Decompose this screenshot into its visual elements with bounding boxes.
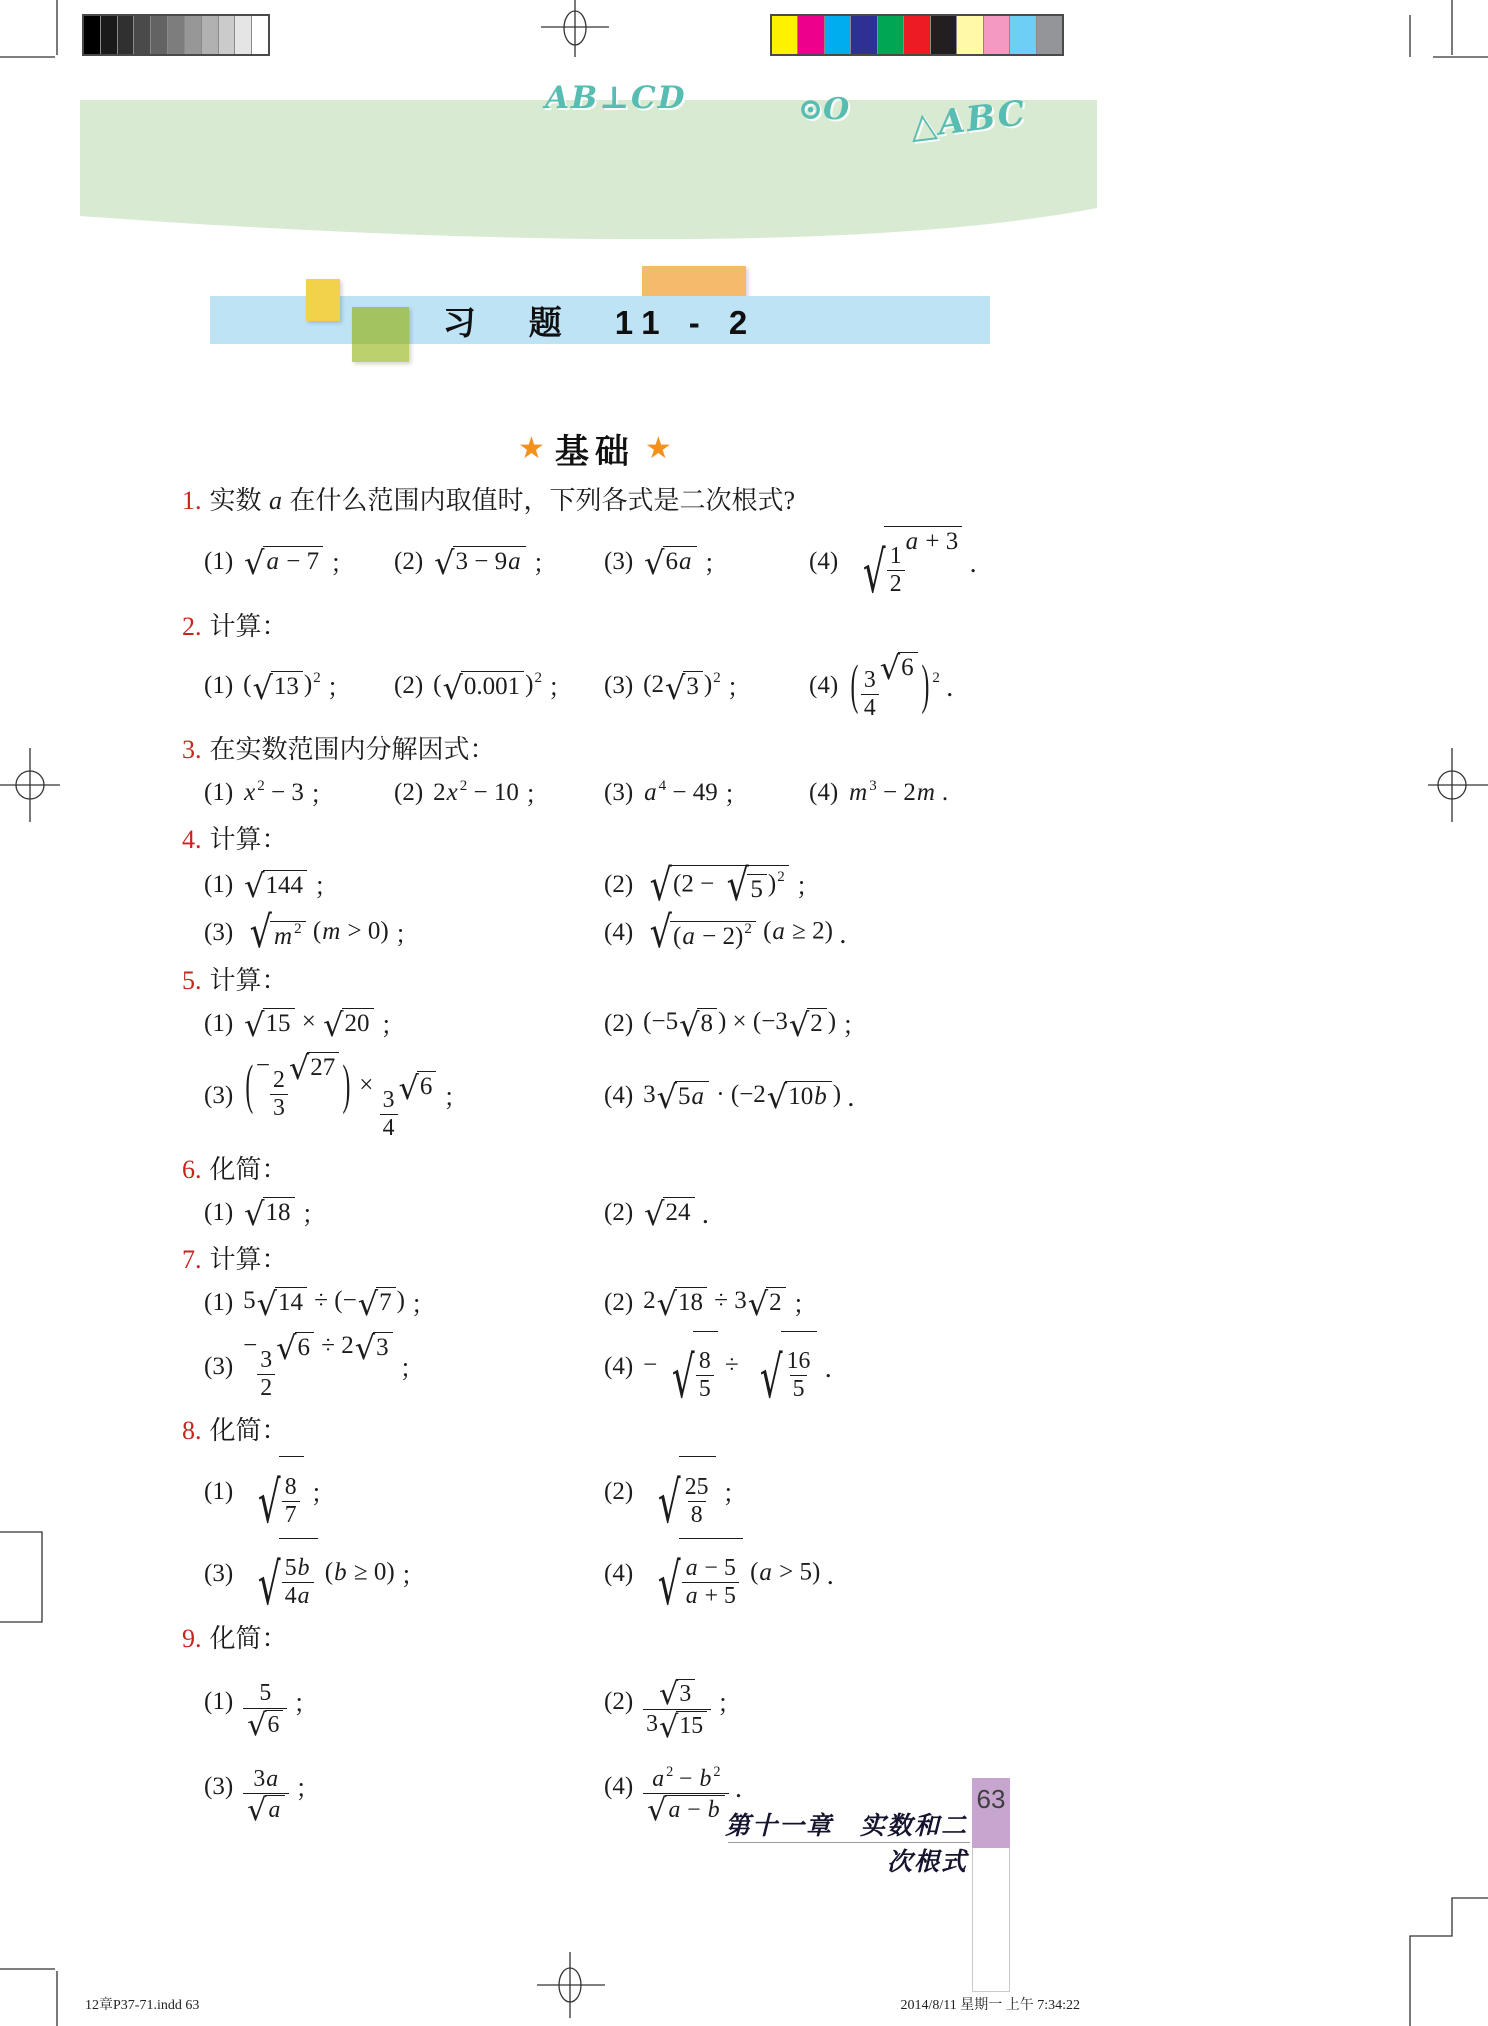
item-label: (3) [204,1352,234,1380]
exercise-heading [182,484,1182,518]
exercise-number: 6. [182,1154,202,1184]
exercise-item [809,779,1182,807]
exercise-item [604,1664,1182,1745]
grayscale-swatch [234,16,251,54]
exercises [182,484,1182,1836]
item-label: (3) [204,919,234,947]
grayscale-swatch [117,16,134,54]
exercise-heading [182,1622,1182,1656]
item-label: (2) [604,1288,634,1316]
grayscale-swatch [84,16,100,54]
item-punctuation: ； [399,1355,425,1383]
item-formula: (−5 √ 8 ) × (−3 √ 2 ) [643,1005,837,1044]
exercise-item [204,1049,604,1141]
exercise-item [809,649,1182,722]
item-label: (2) [394,672,424,700]
page-number-tab [972,1778,1010,1848]
grayscale-swatch [251,16,268,54]
item-label: (1) [204,672,234,700]
item-punctuation: ． [847,1085,873,1113]
exercise-item [604,860,1182,912]
exercise-item [204,775,394,811]
exercise-heading-text: 计算： [209,825,288,855]
exercise-item [204,867,604,906]
item-punctuation: ； [380,1012,406,1040]
item-label: (1) [204,779,234,807]
exercise-heading-text: 化简： [209,1416,288,1446]
exercise-item [604,668,809,707]
item-formula: √ $\frac{1}{2}$ a + 3 [848,526,963,598]
color-swatch [930,16,956,54]
page-number: 63 [976,1784,1006,1814]
item-formula: ( √ 13 )$^2$ [243,668,321,707]
item-formula: √ a − 7 [243,546,324,577]
item-formula: √ 144 [243,870,308,901]
item-formula: ( √ 0.001 )$^2$ [433,668,542,707]
exercise-block [182,823,1182,959]
exercise-number: 2. [182,611,202,641]
item-punctuation: ； [726,675,752,703]
item-punctuation: ； [295,1776,321,1804]
perpendicular-symbol-text: AB⊥CD [545,80,687,116]
exercise-block [182,610,1182,722]
color-swatch [850,16,876,54]
item-label: (1) [204,1288,234,1316]
exercise-number: 7. [182,1244,202,1274]
exercise-block [182,484,1182,606]
item-punctuation: ； [792,1291,818,1319]
item-formula: 5 √ 6 [243,1665,287,1739]
exercise-block [182,1243,1182,1411]
item-punctuation: ； [326,675,352,703]
item-punctuation: ； [842,1012,868,1040]
item-formula: − $\frac{3}{2}$ √ 6 ÷ 2 √ 3 [243,1332,394,1402]
exercise-item [204,1665,604,1744]
item-label: (2) [604,1198,634,1226]
item-label: (4) [809,547,839,575]
item-formula: 2 √ 18 ÷ 3 √ 2 [643,1287,787,1318]
item-formula: √ $\frac{a - 5}{a + 5}$ (a > 5) [643,1538,820,1610]
yellow-sticky-note [306,279,340,321]
item-formula: (2 √ 3 )$^2$ [643,668,721,707]
item-formula: m $^3$ − 2m [849,777,935,807]
exercise-number: 8. [182,1416,202,1446]
item-label: (2) [394,547,424,575]
exercise-item [204,1195,604,1234]
exercise-item [204,668,394,707]
exercise-item [604,1456,1182,1537]
item-punctuation: ； [410,1291,436,1319]
item-punctuation: ； [394,922,420,950]
item-punctuation: ； [301,1201,327,1229]
exercise-item [604,1285,1182,1324]
item-formula: − √ $\frac{8}{5}$ ÷ √ $\frac{16}{5}$ [643,1331,818,1403]
exercise-items [182,860,1182,959]
grayscale-swatch [184,16,201,54]
triangle-abc-symbol-text: △ABC [907,93,1029,147]
item-label: (2) [604,1688,634,1716]
exercise-number: 5. [182,965,202,995]
item-formula: a $^4$ − 49 [644,777,718,807]
orange-sticky-note [642,266,746,297]
item-label: (2) [394,779,424,807]
item-formula: √ 15 × √ 20 [243,1008,374,1039]
item-formula: 2x $^2$ − 10 [433,777,519,807]
exercise-item [604,1331,1182,1411]
item-label: (1) [204,1009,234,1037]
chapter-footer-title: 第十一章 实数和二次根式 [724,1813,968,1876]
exercise-number: 1. [182,486,202,515]
exercise-heading [182,1153,1182,1187]
chapter-footer-rule [728,1842,970,1843]
item-punctuation: . [941,779,949,807]
exercise-items [182,1195,1182,1234]
exercise-heading [182,733,1182,767]
item-punctuation: ． [734,1776,760,1804]
exercise-item [394,668,604,707]
exercise-block [182,733,1182,811]
exercise-item [604,544,809,580]
item-label: (1) [204,1478,234,1506]
item-punctuation: ； [547,675,573,703]
item-punctuation: ； [524,782,550,810]
item-formula: √ $\frac{5b}{4a}$ (b ≥ 0) [243,1538,395,1610]
exercise-items [182,1664,1182,1829]
exercise-item [204,1750,604,1829]
item-punctuation: ． [838,922,864,950]
item-punctuation: ； [293,1691,319,1719]
item-label: (3) [604,779,634,807]
exercise-item [604,775,809,811]
exercise-item [604,1538,1182,1618]
item-label: (4) [604,1773,634,1801]
exercise-block [182,1153,1182,1234]
item-label: (4) [604,919,634,947]
item-formula: √ 18 [243,1197,295,1228]
exercise-block [182,964,1182,1141]
exercise-item [394,544,604,580]
exercise-item [204,544,394,580]
item-formula: ( $\frac{3}{4}$ √ 6 ) $^2$ [850,649,940,722]
exercise-item [204,1006,604,1042]
exercise-heading [182,610,1182,644]
item-label: (3) [604,547,634,575]
exercise-item [809,526,1182,606]
item-label: (4) [604,1082,634,1110]
grayscale-swatch [218,16,235,54]
exercise-item [604,1006,1182,1042]
grayscale-swatch [201,16,218,54]
item-label: (4) [604,1559,634,1587]
item-formula: √ $(a - 2)^2$ (a ≥ 2) [649,907,833,959]
item-punctuation: ； [310,1481,336,1509]
item-formula: 3a √ a [243,1750,289,1824]
grayscale-swatch [150,16,167,54]
exercise-items [182,1285,1182,1411]
exercise-items [182,775,1182,811]
exercise-item [204,1456,604,1537]
item-punctuation: ； [532,550,558,578]
item-formula: √ 3 − 9a [433,546,527,577]
color-swatch [983,16,1009,54]
item-punctuation: ； [443,1085,469,1113]
star-icon: ★ [518,431,545,465]
timestamp-footer: 2014/8/11 星期一 上午 7:34:22 [900,1998,1080,2013]
item-label: (2) [604,1478,634,1506]
item-formula: √ 3 3 √ 15 [643,1664,711,1741]
color-swatch [824,16,850,54]
item-formula: x $^2$ − 3 [244,777,304,807]
exercise-item [204,1329,604,1402]
item-label: (1) [204,1198,234,1226]
exercise-items [182,649,1182,722]
exercise-heading [182,823,1182,857]
color-swatch [797,16,823,54]
item-label: (1) [204,547,234,575]
item-punctuation: ； [314,873,340,901]
item-punctuation: ． [969,550,995,578]
item-label: (3) [204,1082,234,1110]
item-punctuation: ． [824,1355,850,1383]
exercise-number: 9. [182,1623,202,1653]
item-punctuation: ； [330,550,356,578]
item-label: (3) [604,672,634,700]
grayscale-calibration-bar [82,14,270,56]
item-label: (2) [604,1009,634,1037]
item-formula: √ (2 − √ 5 )$^2$ [643,865,790,904]
item-label: (3) [204,1773,234,1801]
exercise-item [204,1285,604,1324]
exercise-item [604,1195,1182,1234]
basics-label: 基础 [554,434,635,471]
item-formula: 5 √ 14 ÷ (− √ 7 ) [243,1285,405,1324]
item-punctuation: ； [717,1691,743,1719]
item-punctuation: ； [722,1481,748,1509]
color-swatch [1009,16,1035,54]
exercise-items [182,1456,1182,1618]
exercise-title: 习 题 11 - 2 [442,303,758,341]
exercise-heading-text: 化简： [209,1154,288,1184]
grayscale-swatch [100,16,117,54]
basics-section-header [518,424,672,473]
color-swatch [1036,16,1062,54]
item-label: (4) [604,1352,634,1380]
exercise-heading-text: 实数 a 在什么范围内取值时，下列各式是二次根式? [209,486,796,515]
exercise-item [604,1078,1182,1117]
item-label: (1) [204,870,234,898]
color-swatch [956,16,982,54]
exercise-heading [182,1414,1182,1448]
grayscale-swatch [167,16,184,54]
exercise-number: 3. [182,735,202,765]
exercise-item [394,775,604,811]
item-formula: √ 24 [643,1197,695,1228]
file-info-footer: 12章P37-71.indd 63 [85,1998,200,2013]
grayscale-swatch [133,16,150,54]
exercise-item [204,907,604,959]
exercise-block [182,1414,1182,1618]
item-punctuation: ． [945,675,971,703]
color-swatch [772,16,797,54]
green-sticky-note [352,307,409,362]
exercise-item [204,1538,604,1618]
star-icon: ★ [644,431,672,465]
exercise-heading [182,1243,1182,1277]
exercise-heading [182,964,1182,998]
exercise-items [182,526,1182,606]
exercise-heading-text: 化简： [209,1623,288,1653]
exercise-block [182,1622,1182,1829]
exercise-heading-text: 在实数范围内分解因式： [209,735,496,765]
item-formula: ( − $\frac{2}{3}$ √ 27 ) × $\frac{3}{4}$ √ 6 [243,1052,437,1141]
exercise-item [604,907,1182,959]
item-punctuation: ． [701,1201,727,1229]
color-swatch [877,16,903,54]
item-punctuation: ； [723,782,749,810]
item-formula: 3 √ 5a · (−2 √ 10b ) [643,1078,842,1117]
item-punctuation: ； [795,873,821,901]
item-formula: √ 6a [643,546,697,577]
item-formula: √ m $^2$ (m > 0) [249,907,389,959]
item-formula: a $^2$ − b $^2$ √ a − b [643,1750,728,1824]
item-label: (1) [204,1688,234,1716]
item-label: (2) [604,870,634,898]
exercise-heading-text: 计算： [209,611,288,641]
exercise-heading-text: 计算： [209,1244,288,1274]
item-label: (4) [809,779,839,807]
exercise-heading-text: 计算： [209,965,288,995]
circle-o-symbol-text: ⊙O [798,92,850,127]
exercise-number: 4. [182,825,202,855]
item-punctuation: ； [703,550,729,578]
page-tab-strip [972,1848,1010,1992]
item-punctuation: ； [400,1562,426,1590]
item-punctuation: ； [309,782,335,810]
exercise-items [182,1006,1182,1141]
item-formula: √ $\frac{25}{8}$ [643,1456,716,1528]
item-formula: √ $\frac{8}{7}$ [243,1456,305,1528]
color-swatch [903,16,929,54]
color-calibration-bar [770,14,1064,56]
item-label: (3) [204,1559,234,1587]
item-label: (4) [809,672,839,700]
item-punctuation: ． [826,1562,852,1590]
